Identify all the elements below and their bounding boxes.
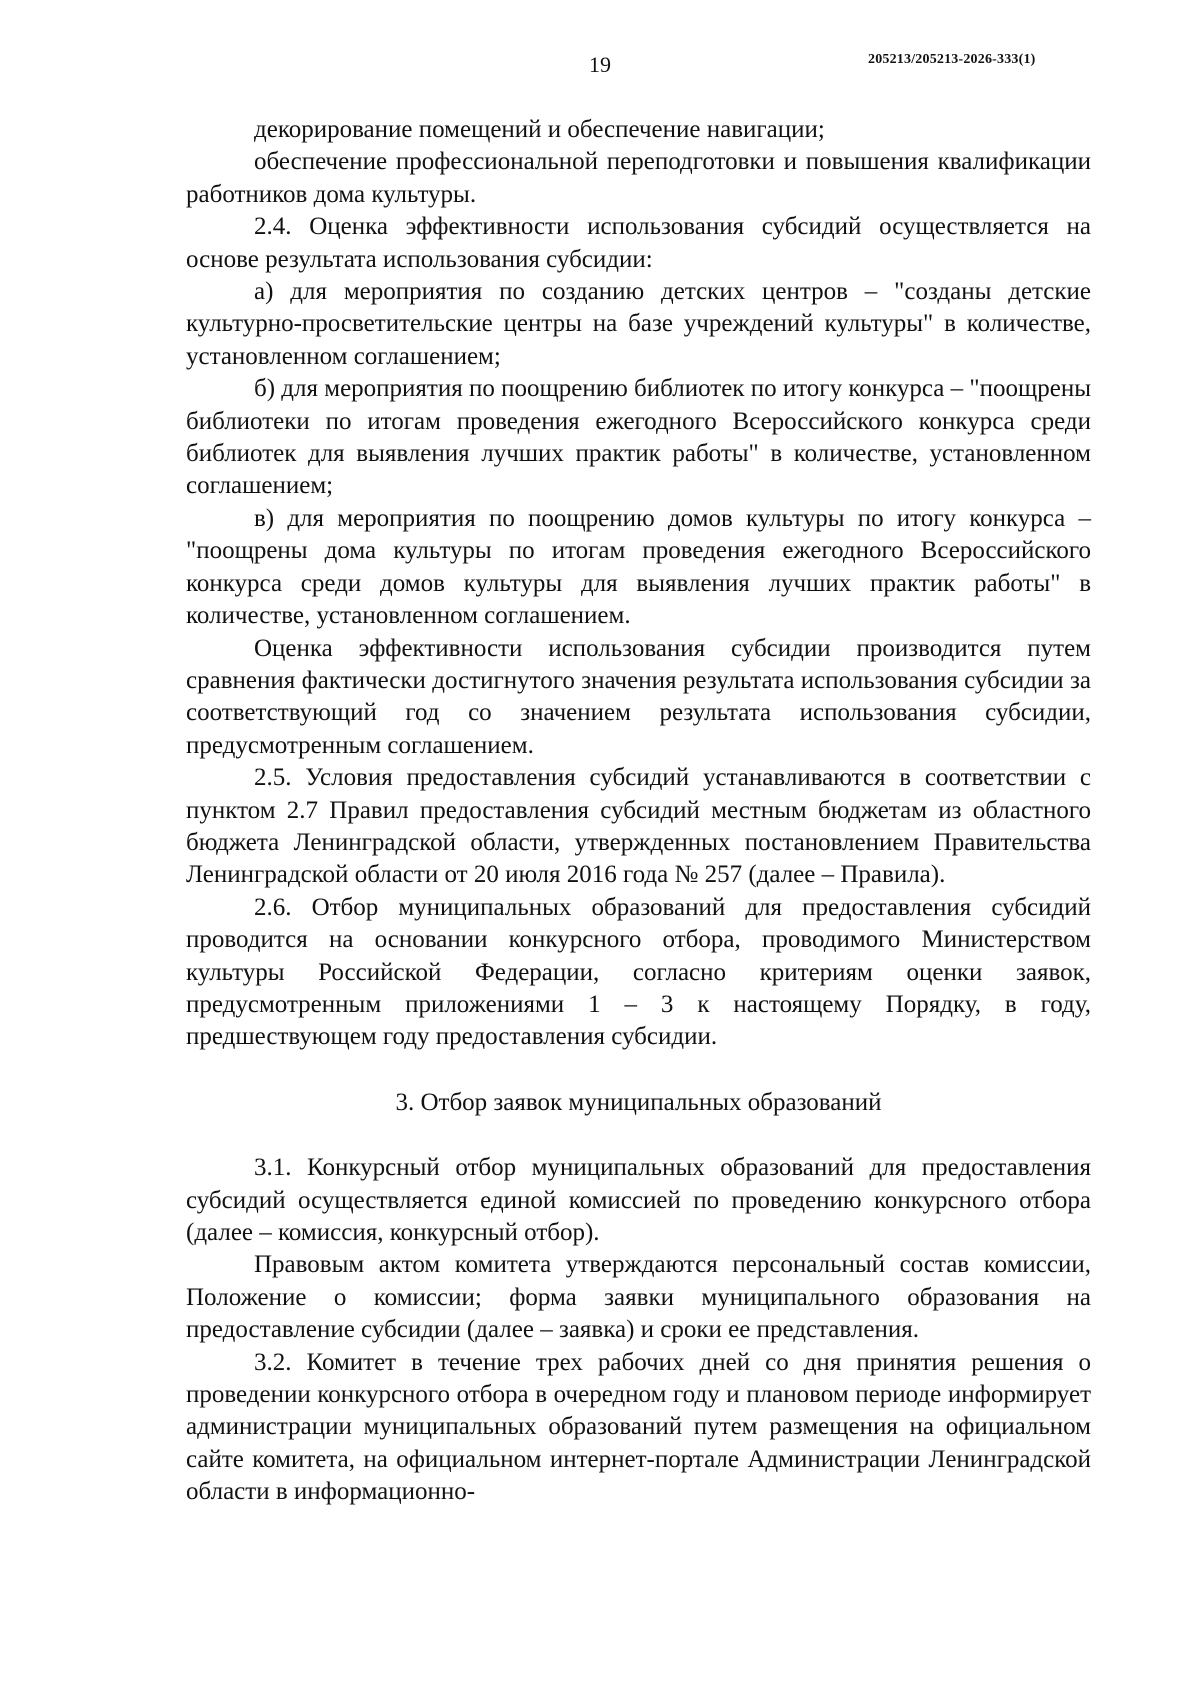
document-code: 205213/205213-2026-333(1) (868, 52, 1036, 67)
section-heading: 3. Отбор заявок муниципальных образований (395, 1088, 882, 1116)
paragraph: декорирование помещений и обеспечение навигации; (254, 116, 825, 143)
paragraph: 2.4. Оценка эффективности использования субсидий осуществляется на основе результата использования субсидии: (186, 213, 1091, 273)
paragraph: Оценка эффективности использования субсидии производится путем сравнения фактически достигнутого значения результата использования субсидии за соответствующий год со значением результата использования субсидии, предусмотренным соглашением. (186, 634, 1091, 759)
page-number: 19 (589, 52, 611, 77)
paragraph: в) для мероприятия по поощрению домов культуры по итогу конкурса – "поощрены дома культуры по итогам проведения ежегодного Всероссийского конкурса среди домов культуры для выявления лучших практик работы" в количестве, установленном соглашением. (186, 504, 1091, 630)
paragraph: обеспечение профессиональной переподготовки и повышения квалификации работников дома культуры. (186, 148, 1091, 208)
paragraph: а) для мероприятия по созданию детских центров – "созданы детские культурно-просветительские центры на базе учреждений культуры" в количестве, установленном соглашением; (186, 278, 1091, 370)
paragraph: 3.2. Комитет в течение трех рабочих дней со дня принятия решения о проведении конкурсного отбора в очередном году и плановом периоде информирует администрации муниципальных образований путем размещения на официальном сайте комитета, на официальном интернет-портале Администрации Ленинградской области в информационно- (186, 1348, 1091, 1506)
paragraph: б) для мероприятия по поощрению библиотек по итогу конкурса – "поощрены библиотеки по итогам проведения ежегодного Всероссийского конкурса среди библиотек для выявления лучших практик работы" в количестве, установленном соглашением; (186, 375, 1091, 500)
paragraph: 2.5. Условия предоставления субсидий устанавливаются в соответствии с пунктом 2.7 Правил предоставления субсидий местным бюджетам из областного бюджета Ленинградской области, утвержденных постановлением Правительства Ленинградской области от 20 июля 2016 года № 257 (далее – Правила). (186, 764, 1091, 889)
paragraph: Правовым актом комитета утверждаются персональный состав комиссии, Положение о комиссии; форма заявки муниципального образования на предоставление субсидии (далее – заявка) и сроки ее представления. (186, 1251, 1091, 1344)
paragraph: 2.6. Отбор муниципальных образований для предоставления субсидий проводится на основании конкурсного отбора, проводимого Министерством культуры Российской Федерации, согласно критериям оценки заявок, предусмотренным приложениями 1 – 3 к настоящему Порядку, в году, предшествующем году предоставления субсидии. (186, 893, 1091, 1051)
paragraph: 3.1. Конкурсный отбор муниципальных образований для предоставления субсидий осуществляется единой комиссией по проведению конкурсного отбора (далее – комиссия, конкурсный отбор). (186, 1154, 1091, 1246)
document-body (186, 114, 1091, 1509)
